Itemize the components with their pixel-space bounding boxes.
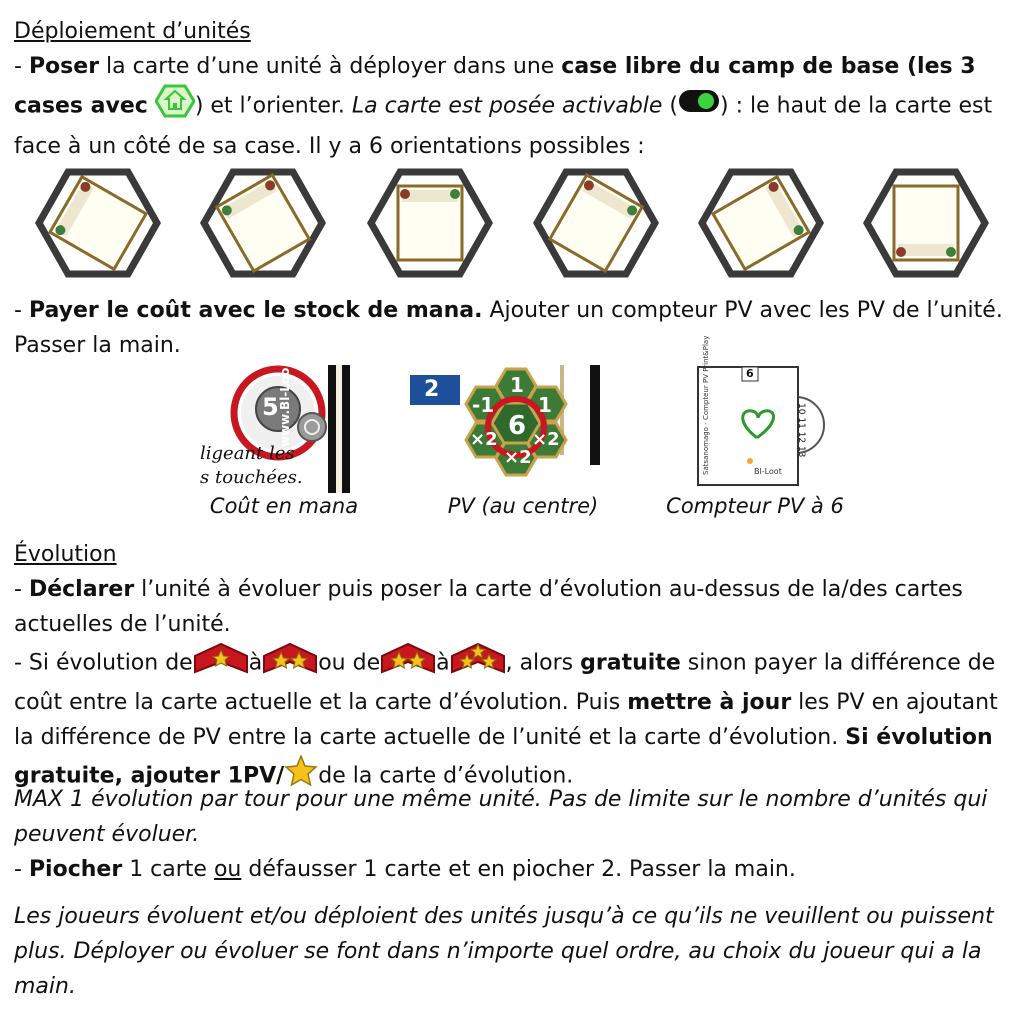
red-chevron-two-star-icon [262,642,318,685]
evolution-declare: Déclarer [28,577,135,602]
deploy-title-text: Déploiement d’unités [14,19,251,44]
red-chevron-one-star-icon [193,642,249,685]
hp-center-value: 6 [508,411,527,441]
closing-paragraph: Les joueurs évoluent et/ou déploient des unités jusqu’à ce qu’ils ne veuillent ou puissent plus. Déployer ou évoluer se font dans n’importe quel ordre, au choix du joueur qui a la main. [14,904,994,999]
deploy-poser: Poser [28,54,100,79]
orientation-hex-4 [533,168,659,278]
hp-caption: PV (au centre) [447,494,599,518]
orientation-row [0,168,1024,278]
orientation-hex-5 [698,168,824,278]
hp-counter-figure: 6 Satsanomago - Compteur PV Print&Play Bl-Loot 10 11 12 13 [696,365,836,493]
deploy-camp-text: case libre du camp de base (les 3 cases avec [14,54,976,119]
evolution-title-text: Évolution [14,542,117,567]
deploy-title [14,14,1004,49]
orientation-hex-6 [863,168,989,278]
mana-cost-caption: Coût en mana [209,494,359,518]
red-chevron-three-star-icon [450,642,506,685]
deploy-pay: Payer le coût avec le stock de mana. [28,298,483,323]
evolution-paragraph-2: - Si évolution de à ou de à , alors gratuite sinon payer la différence de coût entre la carte actuelle et la carte d’évolution. Puis mettre à jour les PV en ajoutant la différence de PV entre la carte actuelle de l’unité et la carte d’évolution. Si évolution gratuite, ajouter 1PV/ de la carte d’évolution. [14,642,1004,798]
green-toggle-icon [678,88,720,125]
deploy-paragraph-1: - Poser la carte d’une unité à déployer dans une case libre du camp de base (les 3 cases avec ) et l’orienter. La carte est posée activable ( ) : le haut de la carte est face à un côté de sa case. Il y a 6 orientations possibles : [14,54,993,159]
deploy-paragraph-2: - Payer le coût avec le stock de mana. Ajouter un compteur PV avec les PV de l’unité. Passer la main. [14,298,1003,358]
evolution-draw: Piocher [28,857,123,882]
evolution-title [14,537,1004,572]
hp-figure: 2 1 -1 1 6 ×2 ×2 ×2 [410,365,600,493]
green-hexagon-house-icon [155,84,195,129]
mana-cost-figure: 5 ligeant les s touchées. www.Bl-Loo [200,365,350,493]
evolution-note: MAX 1 évolution par tour pour une même unité. Pas de limite sur le nombre d’unités qui peuvent évoluer. [14,787,988,847]
evolution-paragraph-3: - Piocher 1 carte ou défausser 1 carte et en piocher 2. Passer la main. [14,857,796,882]
orientation-hex-3 [367,168,493,278]
mana-cost-value: 5 [262,393,279,421]
orientation-hex-1 [35,168,161,278]
hp-counter-caption: Compteur PV à 6 [666,494,844,518]
red-chevron-two-star-icon [380,642,436,685]
orientation-hex-2 [200,168,326,278]
evolution-paragraph-1: - Déclarer l’unité à évoluer puis poser la carte d’évolution au-dessus de la/des cartes actuelles de l’unité. [14,577,963,637]
